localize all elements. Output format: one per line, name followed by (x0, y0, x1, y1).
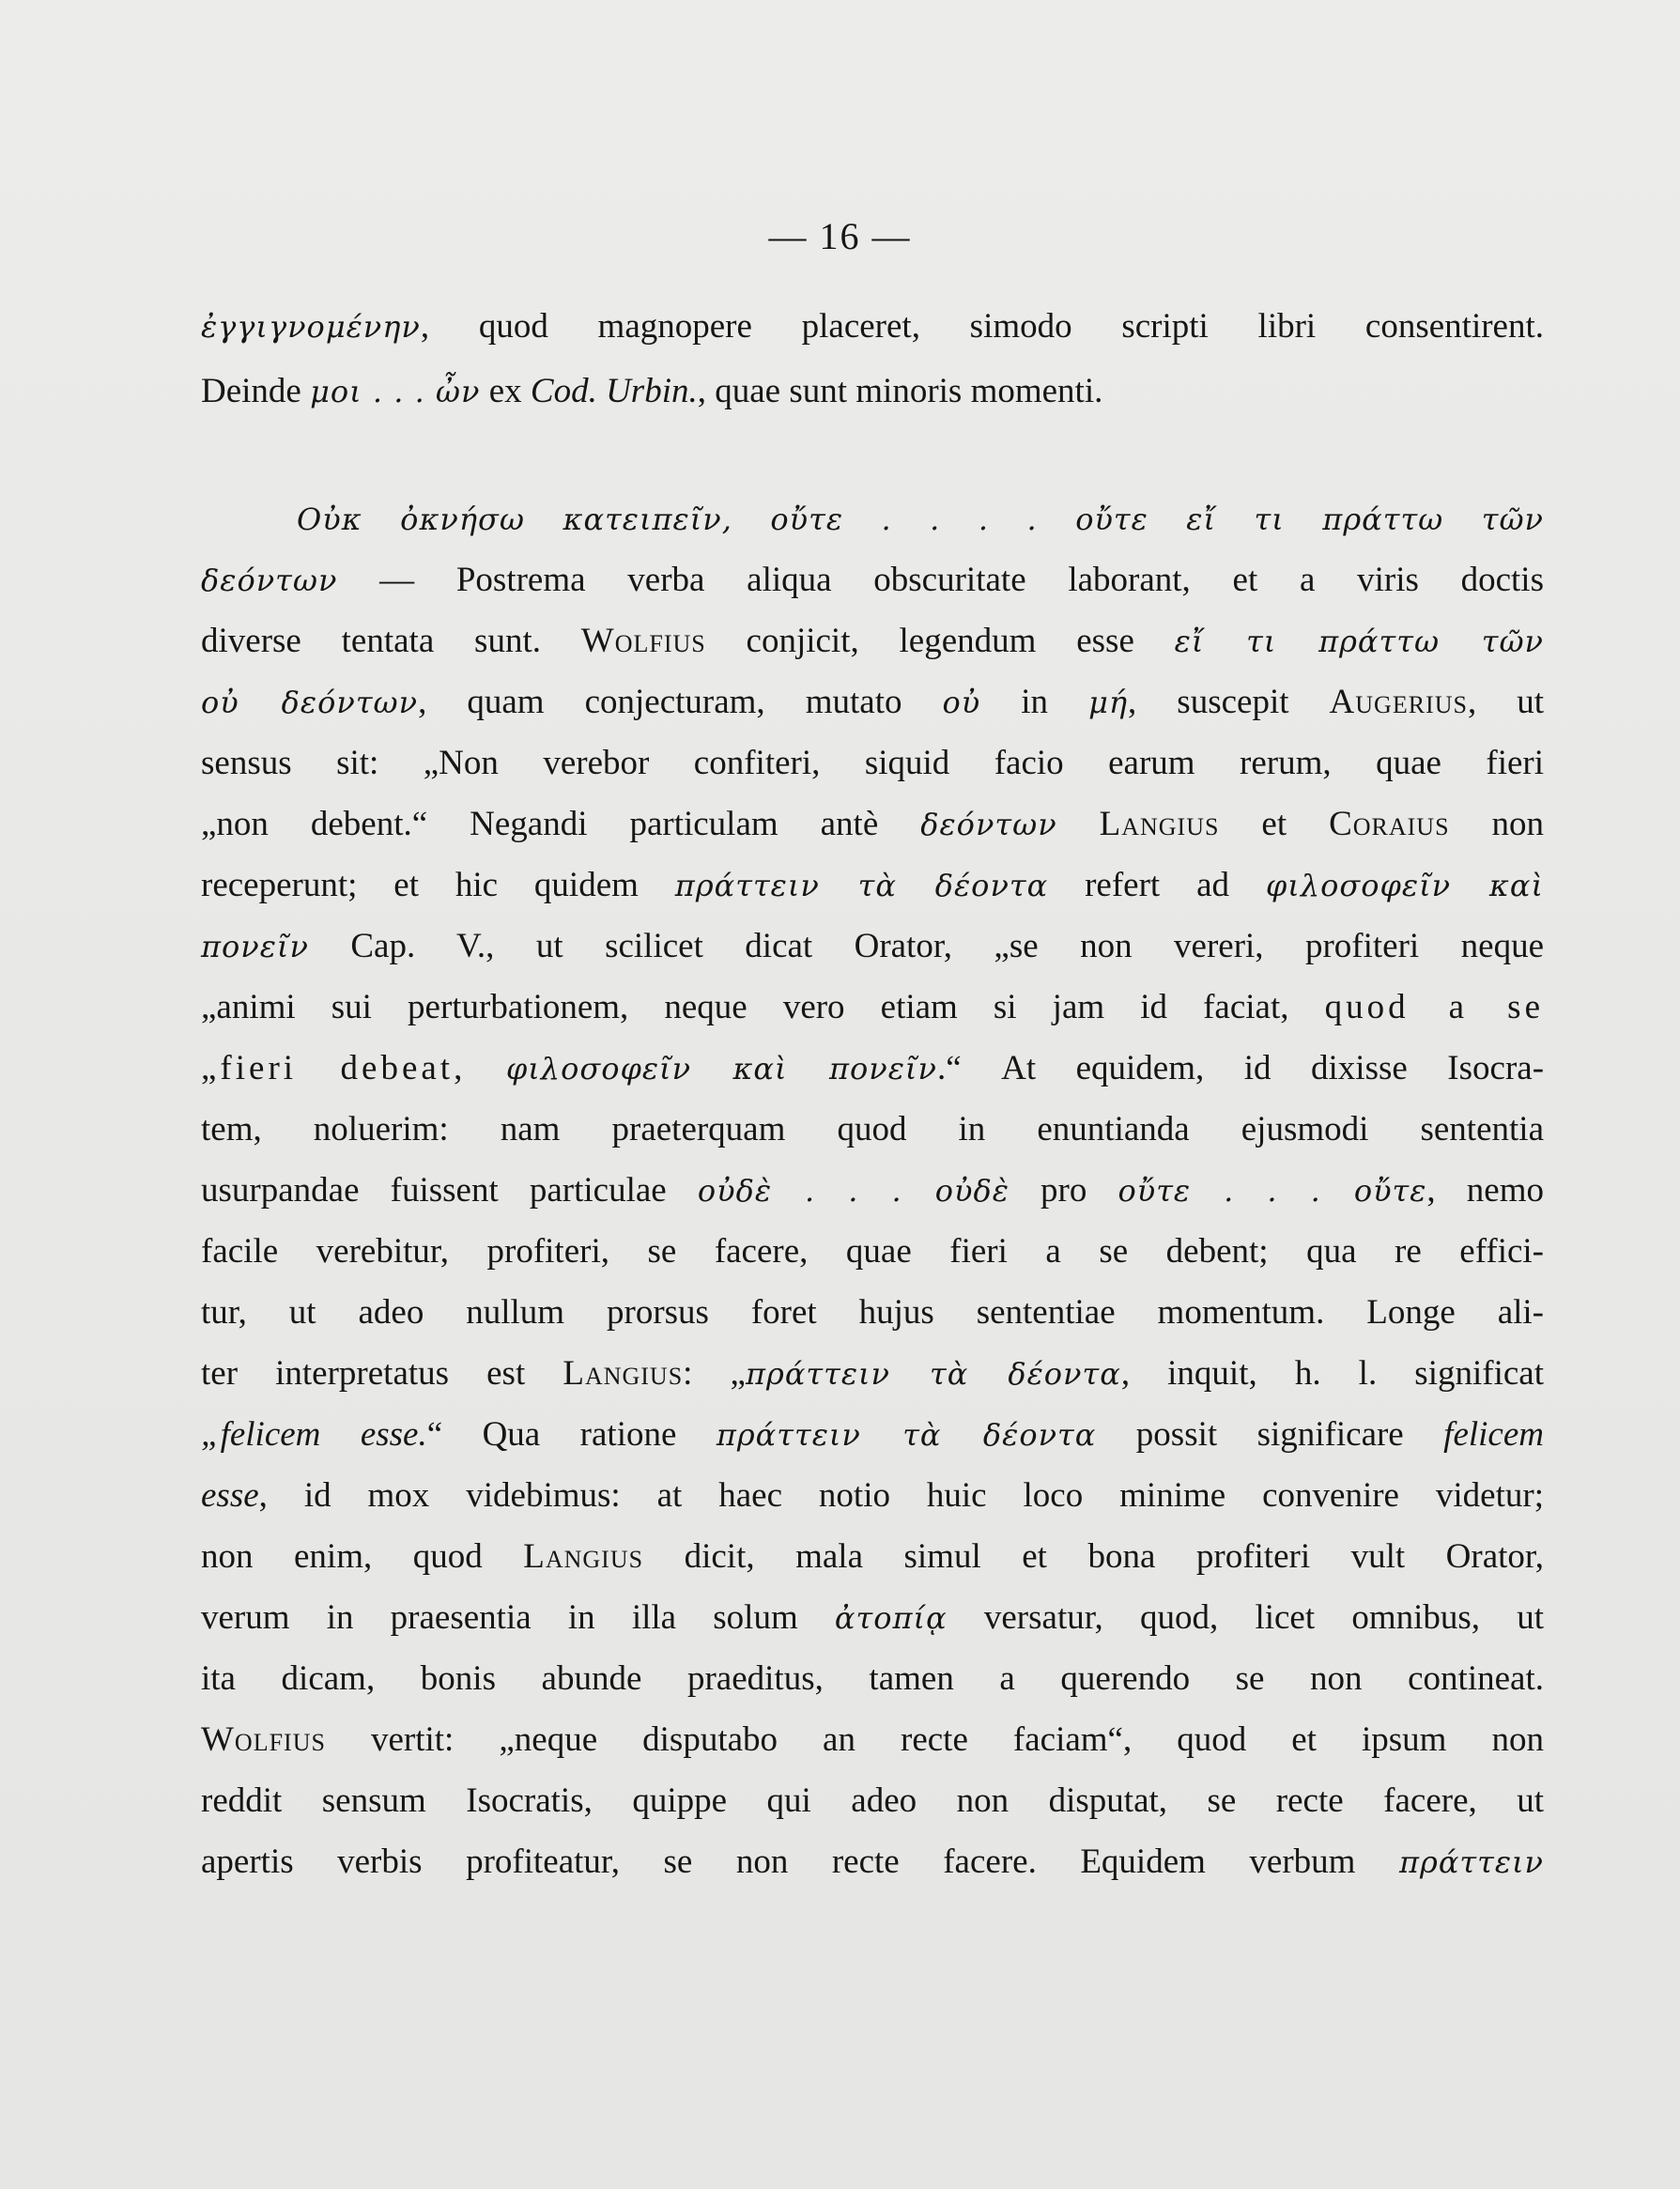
text-line (201, 1590, 1544, 1646)
text-segment: quod a se (1324, 988, 1544, 1026)
text-line (201, 735, 1544, 792)
text-segment: et (1219, 805, 1330, 843)
text-segment: ter interpretatus est (201, 1354, 563, 1393)
text-segment: conjicit, legendum esse (705, 622, 1175, 660)
text-segment: Cap. V., ut scilicet dicat Orator, „se non vereri, profiteri neque (308, 927, 1544, 965)
text-line (201, 918, 1544, 975)
greek-text: ἀτοπίᾳ (834, 1600, 948, 1636)
text-segment: Deinde (201, 372, 311, 410)
text-segment: facile verebitur, profiteri, se facere, quae fieri a se debent; qua re effici- (201, 1232, 1544, 1271)
text-segment: esse (201, 1476, 259, 1515)
greek-text: εἴ τι πράττω τῶν (1174, 624, 1544, 659)
text-segment: : „ (683, 1354, 746, 1393)
text-segment: .“ At equidem, id dixisse Isocra- (936, 1049, 1545, 1087)
text-line (201, 796, 1544, 853)
greek-text: δεόντων (920, 807, 1057, 842)
text-segment: non (1449, 805, 1545, 843)
greek-text: οὐ δεόντων (201, 685, 419, 720)
text-segment: tem, noluerim: nam praeterquam quod in enuntianda ejusmodi sententia (201, 1110, 1544, 1148)
text-line (201, 674, 1544, 731)
text-line (201, 1529, 1544, 1585)
text-line (201, 1163, 1544, 1219)
text-segment: „animi sui perturbationem, neque vero etiam si jam id faciat, (201, 988, 1325, 1026)
greek-text: Οὐκ ὀκνήσω κατειπεῖν, οὔτε . . . . οὔτε εἴ τι πράττω τῶν (297, 501, 1544, 537)
text-line (201, 1224, 1544, 1280)
greek-text: φιλοσοφεῖν καὶ (1265, 868, 1545, 903)
text-segment: vertit: „neque disputabo an recte faciam“, quod et ipsum non (325, 1720, 1544, 1759)
greek-text: πράττειν (1398, 1844, 1544, 1880)
text-segment (1057, 805, 1100, 843)
text-line (201, 1102, 1544, 1158)
text-segment: refert ad (1048, 866, 1266, 904)
text-line (297, 491, 1544, 547)
text-segment: Augerius (1329, 683, 1468, 721)
text-segment: verum in praesentia in illa solum (201, 1598, 835, 1637)
text-line (201, 363, 1544, 420)
text-line (201, 857, 1544, 914)
text-segment: , quae sunt minoris momenti. (697, 372, 1103, 410)
text-line (201, 1712, 1544, 1768)
text-segment: usurpandae fuissent particulae (201, 1171, 698, 1210)
greek-text: ἐγγιγνομένην (201, 309, 421, 345)
greek-text: φιλοσοφεῖν καὶ πονεῖν (505, 1051, 937, 1087)
text-line (201, 1468, 1544, 1524)
text-segment: tur, ut adeo nullum prorsus foret hujus sententiae momentum. Longe ali- (201, 1293, 1544, 1332)
greek-text: πονεῖν (201, 929, 309, 964)
text-segment: „felicem esse. (201, 1415, 427, 1454)
text-segment: felicem (1443, 1415, 1544, 1454)
text-segment: Wolfius (580, 622, 706, 660)
greek-text: πράττειν τὰ δέοντα (716, 1417, 1097, 1453)
text-line (201, 1346, 1544, 1402)
greek-text: μή (1088, 685, 1129, 720)
greek-text: δεόντων (201, 563, 338, 598)
greek-text: οὔτε . . . οὔτε (1117, 1173, 1427, 1209)
text-segment: in (980, 683, 1089, 721)
text-segment: „non debent.“ Negandi particulam antè (201, 805, 921, 843)
greek-text: οὐδὲ . . . οὐδὲ (697, 1173, 1010, 1209)
text-segment: Coraius (1329, 805, 1450, 843)
greek-text: μοι . . . ὦν (310, 374, 481, 409)
text-line (201, 613, 1544, 670)
text-segment: ex (480, 372, 531, 410)
text-segment: , inquit, h. l. significat (1120, 1354, 1544, 1393)
text-segment: versatur, quod, licet omnibus, ut (947, 1598, 1544, 1637)
text-line (201, 1834, 1544, 1890)
text-segment: diverse tentata sunt. (201, 622, 581, 660)
text-segment: Langius (523, 1537, 644, 1576)
text-segment: , suscepit (1128, 683, 1330, 721)
text-segment: possit significare (1096, 1415, 1444, 1454)
text-segment: — Postrema verba aliqua obscuritate laborant, et a viris doctis (337, 561, 1544, 599)
text-segment: non enim, quod (201, 1537, 524, 1576)
text-line (201, 1041, 1544, 1097)
text-segment: , nemo (1426, 1171, 1544, 1210)
text-segment: Wolfius (201, 1720, 326, 1759)
text-line (201, 979, 1544, 1036)
text-segment: pro (1009, 1171, 1118, 1210)
text-segment: “ Qua ratione (426, 1415, 717, 1454)
text-segment: „fieri debeat, (201, 1049, 467, 1087)
greek-text: οὐ (942, 685, 981, 720)
text-segment: , quod magnopere placeret, simodo scripti libri consentirent. (420, 307, 1544, 346)
text-segment: apertis verbis profiteatur, se non recte facere. Equidem verbum (201, 1842, 1399, 1881)
text-segment: Langius (563, 1354, 684, 1393)
greek-text: πράττειν τὰ δέοντα (745, 1356, 1121, 1392)
text-segment: , ut (1467, 683, 1545, 721)
greek-text: πράττειν τὰ δέοντα (674, 868, 1049, 903)
text-segment: , id mox videbimus: at haec notio huic loco minime convenire videtur; (258, 1476, 1544, 1515)
text-line (201, 1407, 1544, 1463)
text-segment: dicit, mala simul et bona profiteri vult Orator, (643, 1537, 1544, 1576)
text-segment: ita dicam, bonis abunde praeditus, tamen a querendo se non contineat. (201, 1659, 1544, 1698)
text-line (201, 552, 1544, 609)
text-line (201, 1773, 1544, 1829)
text-segment: receperunt; et hic quidem (201, 866, 675, 904)
text-segment: sensus sit: „Non verebor confiteri, siquid facio earum rerum, quae fieri (201, 744, 1544, 782)
page-number: — 16 — (768, 215, 912, 257)
text-line (201, 1285, 1544, 1341)
text-segment: Langius (1099, 805, 1220, 843)
text-segment: reddit sensum Isocratis, quippe qui adeo non disputat, se recte facere, ut (201, 1781, 1544, 1820)
text-line (201, 299, 1544, 355)
text-line (201, 1651, 1544, 1707)
text-segment: , quam conjecturam, mutato (418, 683, 943, 721)
text-segment: Cod. Urbin. (530, 372, 698, 410)
text-segment (466, 1049, 506, 1087)
